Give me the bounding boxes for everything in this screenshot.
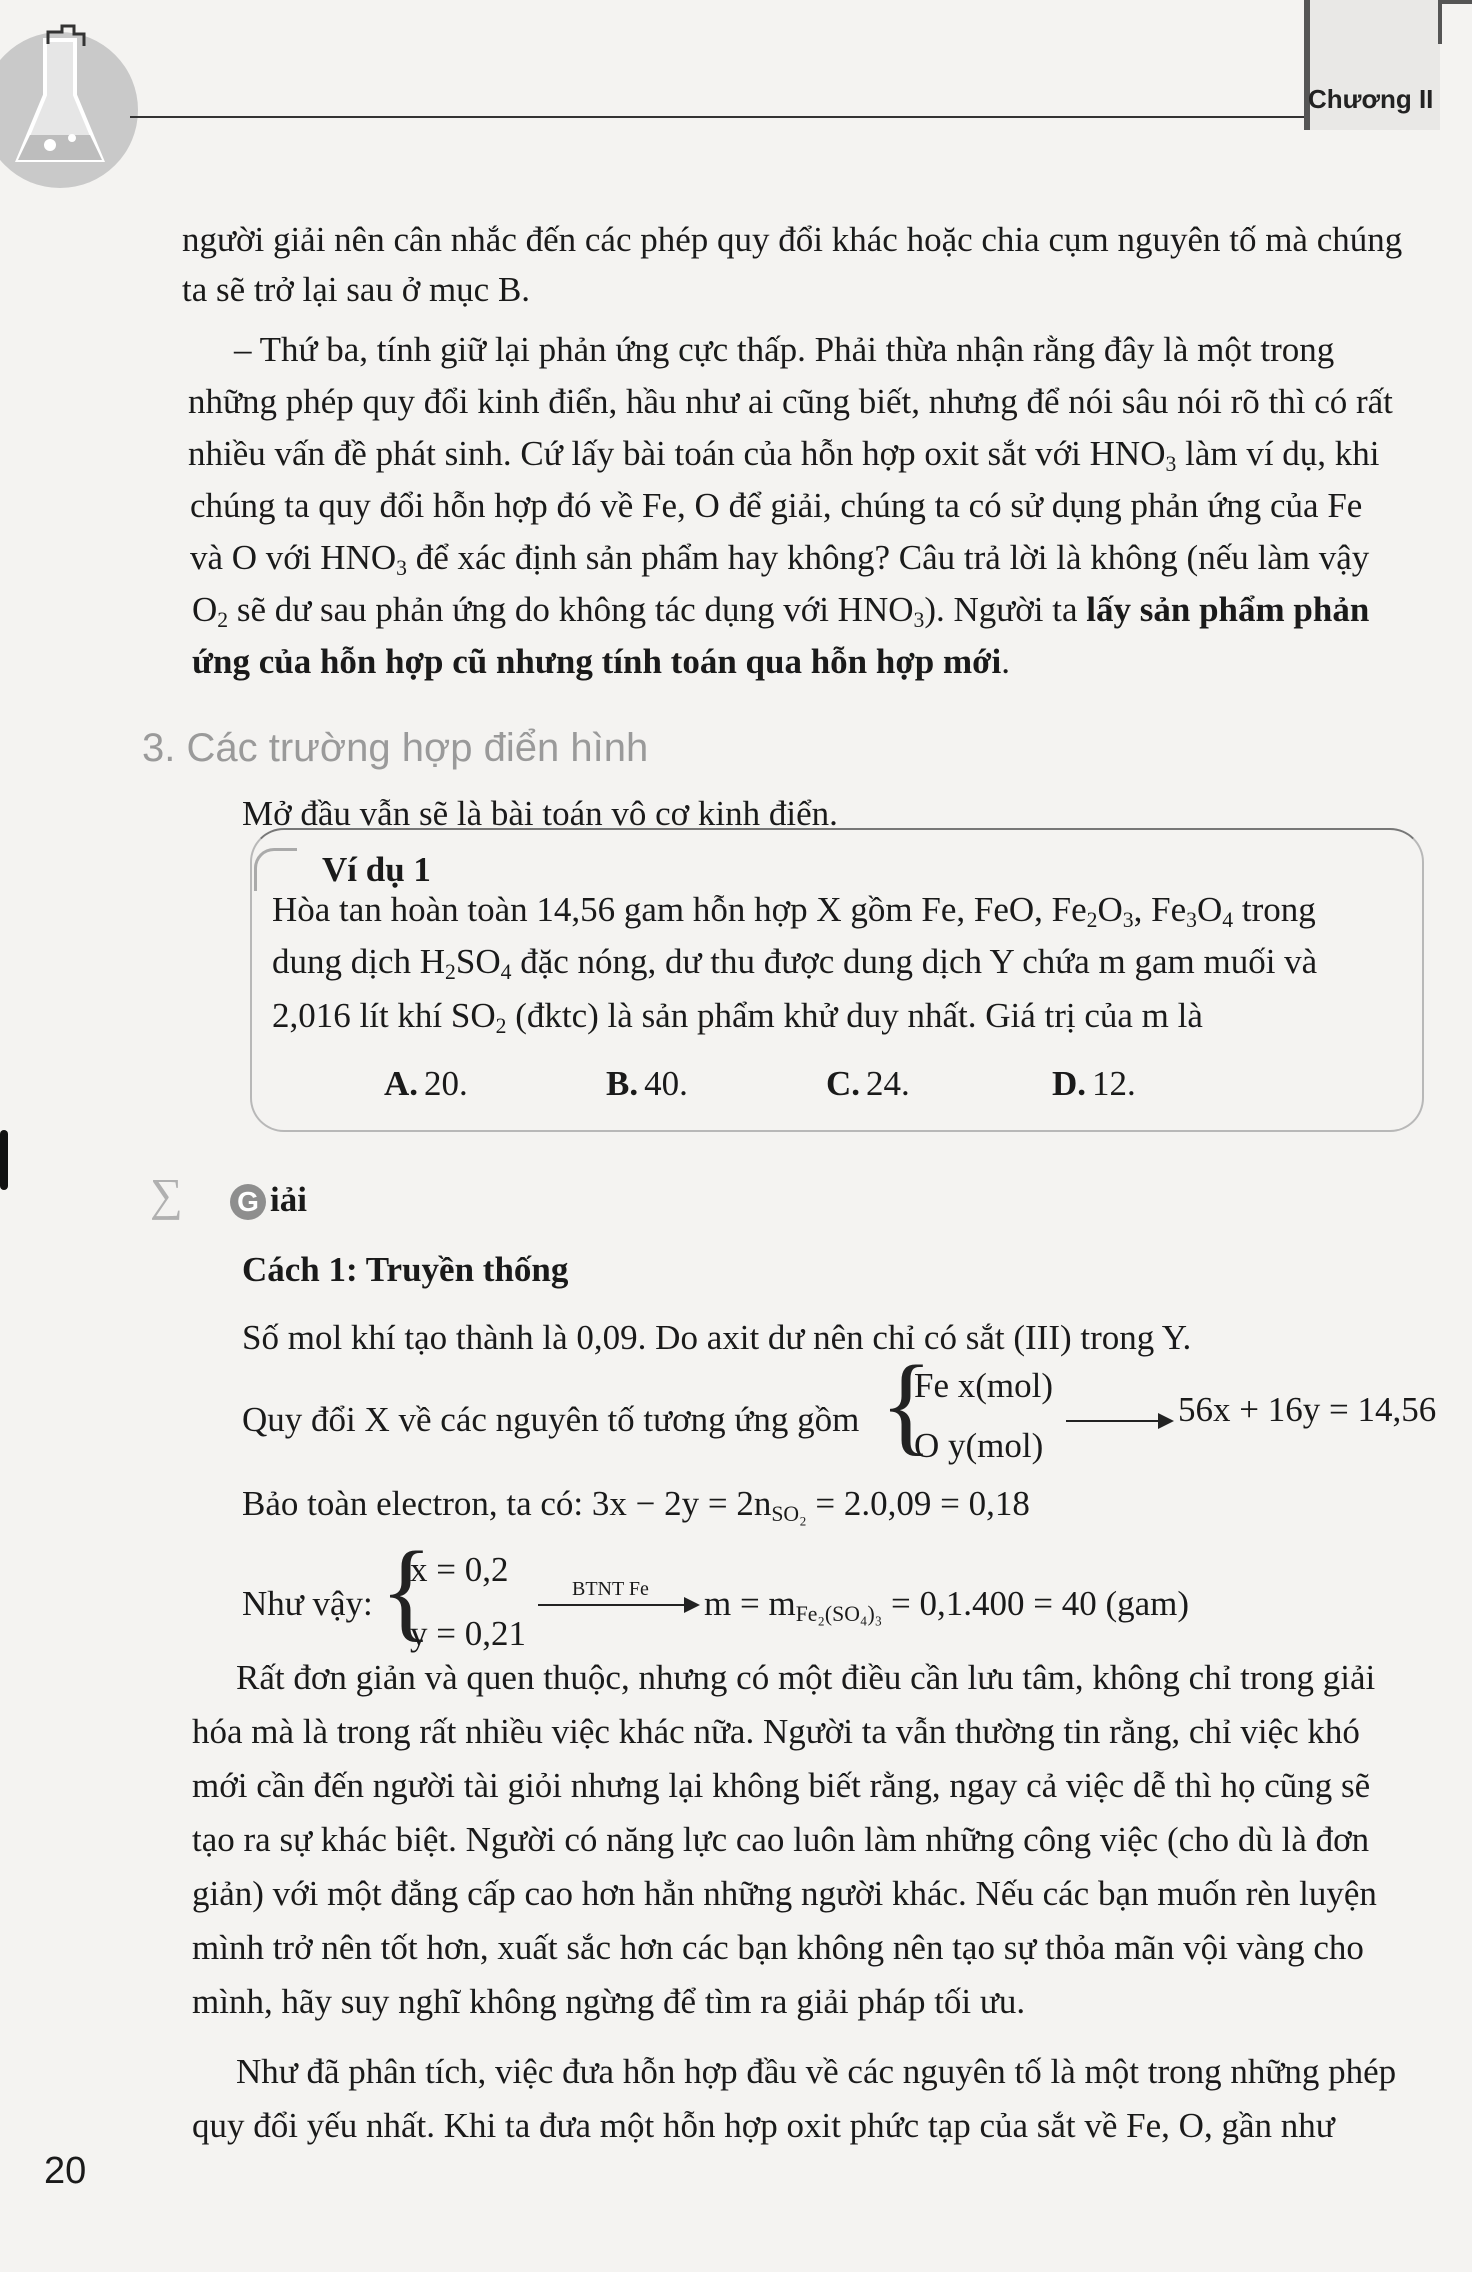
electron-balance: Bảo toàn electron, ta có: $3x - 2y = 2n_{SO_2} = 2.0,09 = 0,18$ [242,1484,1030,1527]
flask-logo-icon [0,0,200,200]
solution-line: Số mol khí tạo thành là 0,09. Do axit dư nên chỉ có sắt (III) trong Y. [242,1318,1192,1357]
choice-c[interactable]: C. 24. [826,1064,910,1103]
nhuvay-text: Như vậy: [242,1584,373,1623]
nhuvay-result: $m = m_{Fe_2(SO_4)_3} = 0,1.400 = 40$ (gam) [704,1584,1190,1627]
page-number: 20 [44,2150,87,2192]
paragraph-line: tạo ra sự khác biệt. Người có năng lực cao luôn làm những công việc (cho dù là đơn [192,1820,1370,1859]
paragraph-line: quy đổi yếu nhất. Khi ta đưa một hỗn hợp oxit phức tạp của sắt về Fe, O, gần như [192,2106,1335,2145]
paragraph-line: Rất đơn giản và quen thuộc, nhưng có một điều cần lưu tâm, không chỉ trong giải [236,1658,1376,1697]
example-line: 2,016 lít khí $SO_2$ (đktc) là sản phẩm khử duy nhất. Giá trị của m là [272,996,1203,1039]
paragraph-line: – Thứ ba, tính giữ lại phản ứng cực thấp. Phải thừa nhận rằng đây là một trong [234,330,1335,369]
arrow-label: BTNT Fe [572,1578,649,1600]
paragraph-line: Như đã phân tích, việc đưa hỗn hợp đầu về các nguyên tố là một trong những phép [236,2052,1397,2091]
quydoi-result: 56x + 16y = 14,56 [1178,1390,1437,1429]
brace-icon: { [380,1529,433,1651]
arrow-head-icon [684,1597,700,1613]
arrow-head-icon [1158,1413,1174,1429]
example-line: dung dịch $H_2SO_4$ đặc nóng, dư thu được dung dịch Y chứa m gam muối và [272,942,1318,985]
paragraph-line: mình, hãy suy nghĩ không ngừng để tìm ra giải pháp tối ưu. [192,1982,1026,2021]
choice-d[interactable]: D. 12. [1052,1064,1136,1103]
paragraph-line: chúng ta quy đổi hỗn hợp đó về Fe, O để giải, chúng ta có sử dụng phản ứng của Fe [190,486,1363,525]
solution-label: iải [270,1180,307,1219]
paragraph-line: và O với $HNO_3$ để xác định sản phẩm hay không? Câu trả lời là không (nếu làm vậy [190,538,1370,581]
solution-g-icon: G [230,1184,266,1220]
chapter-label: Chương II [1308,84,1434,114]
section-heading: 3. Các trường hợp điển hình [142,726,649,770]
paragraph-line: nhiều vấn đề phát sinh. Cứ lấy bài toán của hỗn hợp oxit sắt với $HNO_3$ làm ví dụ, khi [188,434,1380,477]
paragraph-line: mình trở nên tốt hơn, xuất sắc hơn các bạn không nên tạo sự thỏa mãn vội vàng cho [192,1928,1364,1967]
paragraph-line: $O_2$ sẽ dư sau phản ứng do không tác dụng với $HNO_3$). Người ta lấy sản phẩm phản [192,590,1370,633]
paragraph-line: ứng của hỗn hợp cũ nhưng tính toán qua hỗn hợp mới. [192,642,1010,681]
paragraph-line: những phép quy đổi kinh điển, hầu như ai cũng biết, nhưng để nói sâu nói rõ thì có rất [188,382,1393,421]
quydoi-row: O y(mol) [914,1426,1044,1465]
example-title: Ví dụ 1 [322,850,431,889]
paragraph-line: hóa mà là trong rất nhiều việc khác nữa. Người ta vẫn thường tin rằng, chỉ việc khó [192,1712,1360,1751]
example-line: Hòa tan hoàn toàn 14,56 gam hỗn hợp X gồm Fe, FeO, $Fe_2O_3$, $Fe_3O_4$ trong [272,890,1316,933]
quydoi-text: Quy đổi X về các nguyên tố tương ứng gồm [242,1400,860,1439]
choice-b[interactable]: B. 40. [606,1064,688,1103]
sigma-icon: ∑ [150,1169,183,1220]
arrow-line [1066,1420,1160,1422]
paragraph-line: giản) với một đẳng cấp cao hơn hẳn những người khác. Nếu các bạn muốn rèn luyện [192,1874,1377,1913]
example-tab-decoration [254,848,297,891]
quydoi-row: Fe x(mol) [914,1366,1054,1405]
arrow-line [538,1604,686,1606]
corner-mark [1438,0,1472,44]
nhuvay-row: x = 0,2 [410,1550,509,1589]
section-intro: Mở đầu vẫn sẽ là bài toán vô cơ kinh điển. [242,794,838,833]
choice-a[interactable]: A. 20. [384,1064,468,1103]
paragraph-line: ta sẽ trở lại sau ở mục B. [182,270,531,309]
paragraph-line: người giải nên cân nhắc đến các phép quy đổi khác hoặc chia cụm nguyên tố mà chúng [182,220,1403,259]
margin-mark [0,1130,8,1190]
method-title: Cách 1: Truyền thống [242,1250,569,1289]
brace-icon: { [880,1343,933,1465]
header-rule [130,116,1430,118]
paragraph-line: mới cần đến người tài giỏi nhưng lại không biết rằng, ngay cả việc dễ thì họ cũng sẽ [192,1766,1371,1805]
nhuvay-row: y = 0,21 [410,1614,526,1653]
